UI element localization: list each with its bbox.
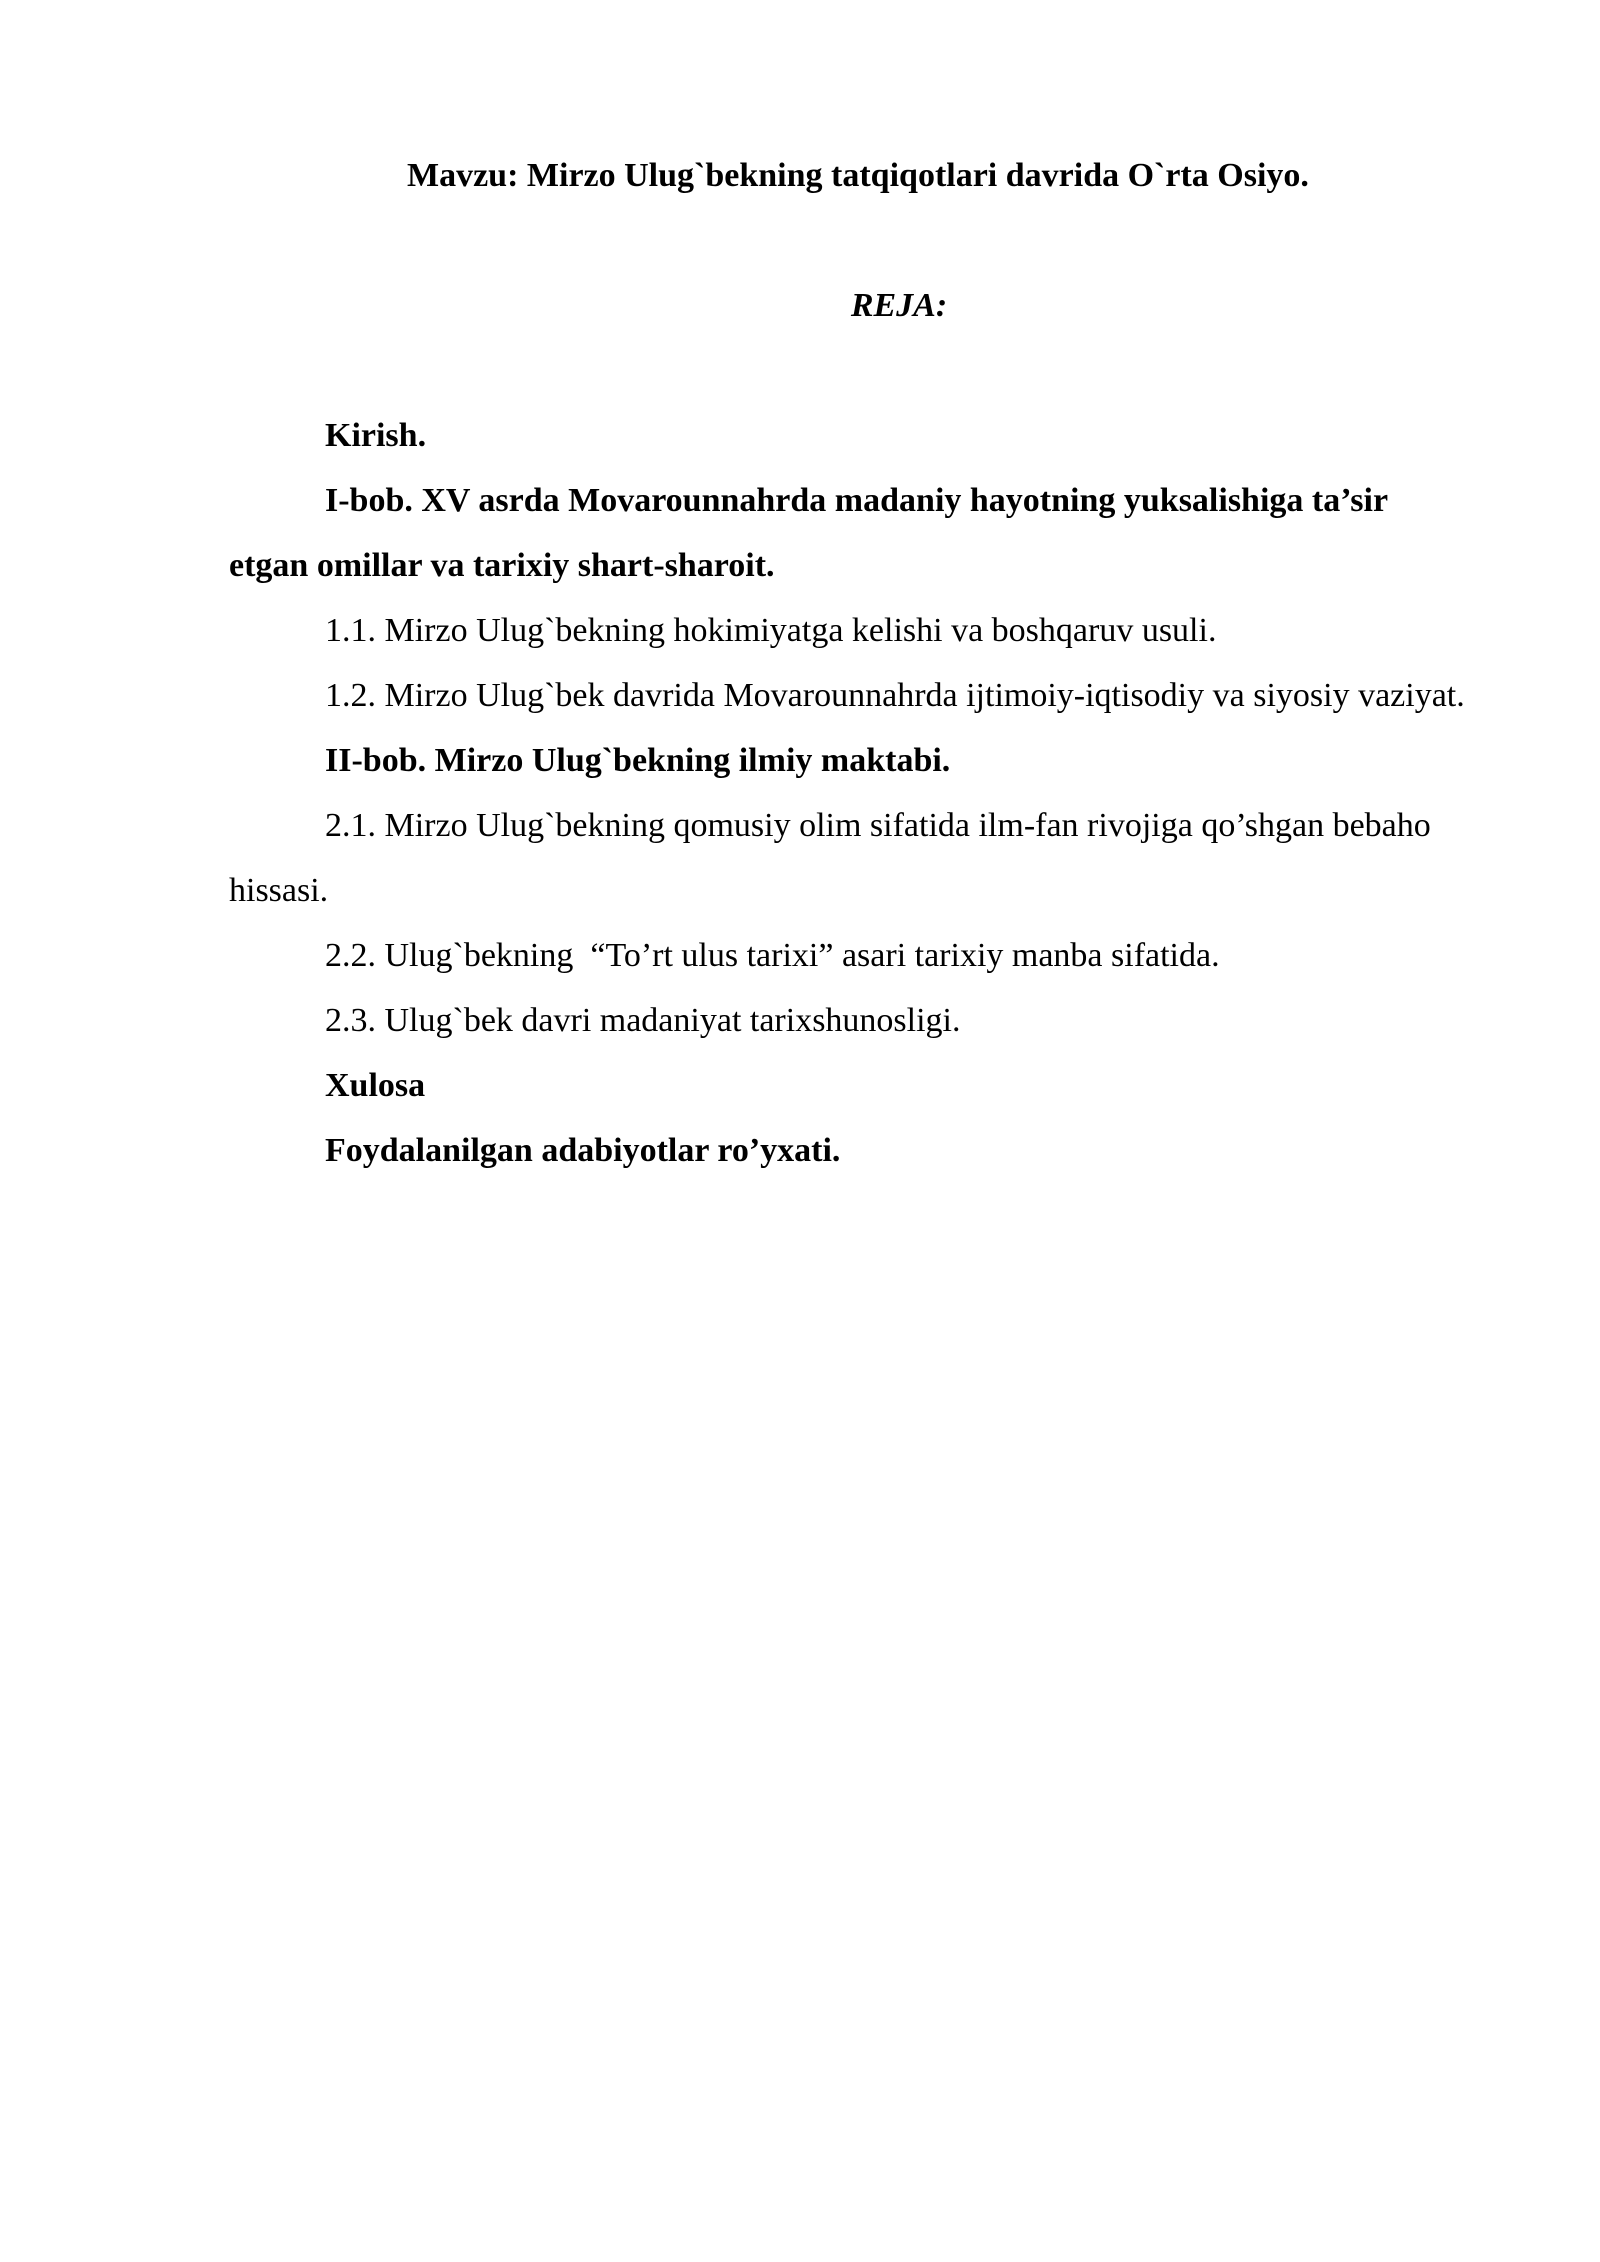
plan-item-section-1-2: 1.2. Mirzo Ulug`bek davrida Movarounnahrda ijtimoiy-iqtisodiy va siyosiy vaziyat. [325, 677, 1465, 714]
plan-item-section-1-1: 1.1. Mirzo Ulug`bekning hokimiyatga kelishi va boshqaruv usuli. [325, 612, 1217, 649]
plan-item-chapter-2: II-bob. Mirzo Ulug`bekning ilmiy maktabi. [325, 742, 951, 779]
plan-item-references: Foydalanilgan adabiyotlar ro’yxati. [325, 1132, 841, 1169]
plan-item-introduction: Kirish. [325, 417, 427, 454]
plan-item-section-2-1: 2.1. Mirzo Ulug`bekning qomusiy olim sifatida ilm-fan rivojiga qo’shgan bebaho hissasi. [229, 807, 1431, 909]
plan-heading: REJA: [850, 287, 948, 324]
plan-item-section-2-2: 2.2. Ulug`bekning “To’rt ulus tarixi” asari tarixiy manba sifatida. [325, 937, 1220, 974]
plan-item-section-2-3: 2.3. Ulug`bek davri madaniyat tarixshunosligi. [325, 1002, 961, 1039]
plan-item-chapter-1: I-bob. XV asrda Movarounnahrda madaniy hayotning yuksalishiga ta’sir etgan omillar va tarixiy shart-sharoit. [229, 482, 1388, 584]
plan-list [229, 403, 1469, 1183]
plan-item-conclusion: Xulosa [325, 1067, 426, 1104]
document-title: Mavzu: Mirzo Ulug`bekning tatqiqotlari davrida O`rta Osiyo. [407, 157, 1309, 194]
document-content [229, 143, 1469, 1183]
